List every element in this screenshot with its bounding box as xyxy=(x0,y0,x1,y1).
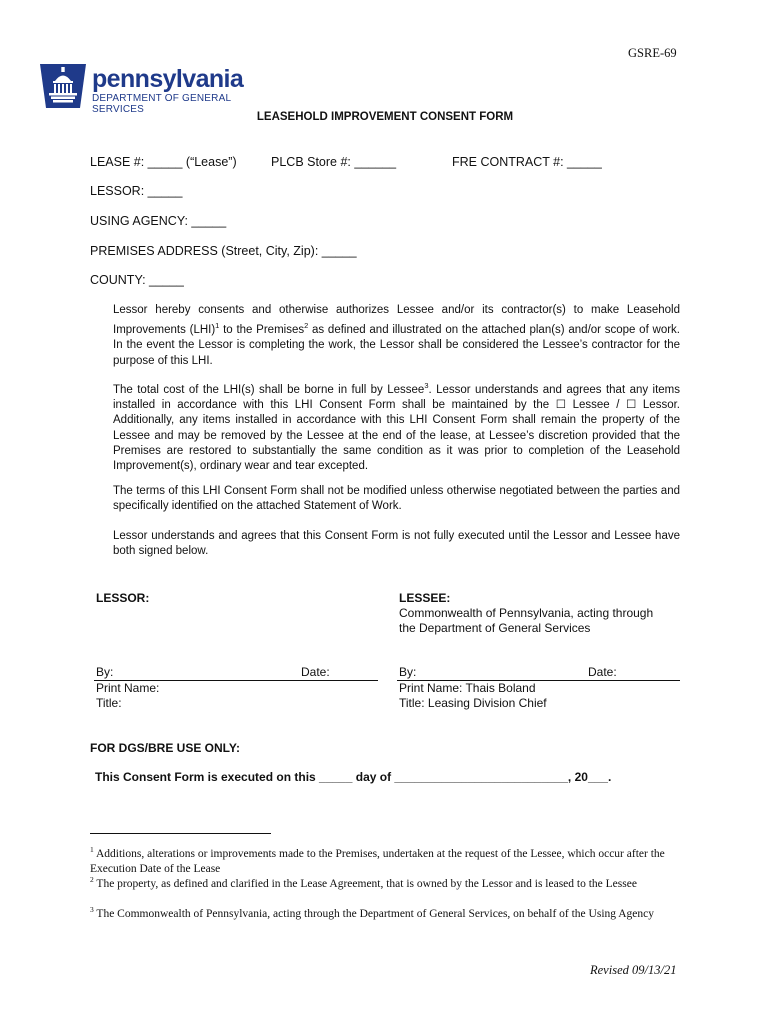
lessee-date-label: Date: xyxy=(588,665,617,679)
dgs-use-heading: FOR DGS/BRE USE ONLY: xyxy=(90,741,241,755)
premises-address-field: PREMISES ADDRESS (Street, City, Zip): _____ xyxy=(90,244,357,258)
lessor-by-label: By: xyxy=(96,665,114,679)
consent-paragraph: Lessor hereby consents and otherwise authorizes Lessee and/or its contractor(s) to make Leasehold Improvements (LHI)$^1$ to the Premises$^2$ as defined and illustrated on the attached plan(s) and/or scope of work. In the event the Lessor is completing the work, the Lessor shall be considered the Lessee’s contractor for the purpose of this LHI. xyxy=(113,304,681,367)
footnote-ref-2: 2 xyxy=(304,321,309,331)
footnote-ref-3: 3 xyxy=(424,381,429,390)
lessee-heading: LESSEE: xyxy=(399,591,451,605)
footnote-ref-1: 1 xyxy=(215,321,220,331)
lessee-print-name: Print Name: Thais Boland xyxy=(399,681,536,695)
footnote-2: $^2$ The property, as defined and clarified in the Lease Agreement, that is owned by the Lessor and is leased to the Lessee xyxy=(90,875,637,890)
terms-paragraph: The terms of this LHI Consent Form shall not be modified unless otherwise negotiated between the parties and specifically identified on the attached Statement of Work. xyxy=(113,485,680,513)
lessor-field: LESSOR: _____ xyxy=(90,184,183,198)
cost-paragraph: The total cost of the LHI(s) shall be borne in full by Lessee$^3$. Lessor understands and agrees that any items installed in accordance with this LHI Consent Form shall be maintained by the ☐ Lessee / ☐ Lessor. Additionally, any items installed in accordance with this LHI Consent Form shall remain the property of the Lessee and may be removed by the Lessee at the end of the lease, at Lessee’s discretion provided that the Premises are restored to substantially the same condition as it was prior to completion of the Leasehold Improvement(s), ordinary wear and tear excepted. xyxy=(113,381,681,473)
form-code: GSRE-69 xyxy=(628,46,677,60)
fre-contract-field: FRE CONTRACT #: _____ xyxy=(452,155,602,169)
plcb-store-field: PLCB Store #: ______ xyxy=(271,155,397,169)
lessee-entity-line-2: the Department of General Services xyxy=(399,621,591,635)
footnote-1: $^1$ Additions, alterations or improvements made to the Premises, undertaken at the request of the Lessee, which occur after the Execution Date of the Lease xyxy=(90,845,665,875)
keystone-capitol-icon xyxy=(38,62,88,110)
county-field: COUNTY: _____ xyxy=(90,273,184,287)
using-agency-field: USING AGENCY: _____ xyxy=(90,214,227,228)
footnote-separator xyxy=(90,833,271,834)
lease-number-field: LEASE #: _____ (“Lease”) xyxy=(90,155,237,169)
lessee-by-label: By: xyxy=(399,665,417,679)
logo-wordmark: pennsylvania xyxy=(92,65,244,93)
pa-dgs-logo xyxy=(38,62,278,115)
revised-date: Revised 09/13/21 xyxy=(590,963,677,977)
lessor-print-name-label: Print Name: xyxy=(96,681,160,695)
execution-date-line: This Consent Form is executed on this _____ day of __________________________, 20___. xyxy=(95,770,612,784)
lessor-heading: LESSOR: xyxy=(96,591,150,605)
execution-paragraph: Lessor understands and agrees that this Consent Form is not fully executed until the Lessor and Lessee have both signed below. xyxy=(113,530,680,558)
footnote-3: $^3$ The Commonwealth of Pennsylvania, acting through the Department of General Services, on behalf of the Using Agency xyxy=(90,905,655,920)
lessee-entity-line-1: Commonwealth of Pennsylvania, acting through xyxy=(399,606,654,620)
lessee-title: Title: Leasing Division Chief xyxy=(399,696,547,710)
lessor-date-label: Date: xyxy=(301,665,330,679)
logo-department: DEPARTMENT OF GENERAL SERVICES xyxy=(92,93,231,115)
lessor-title-label: Title: xyxy=(96,696,122,710)
form-title: LEASEHOLD IMPROVEMENT CONSENT FORM xyxy=(256,111,514,123)
